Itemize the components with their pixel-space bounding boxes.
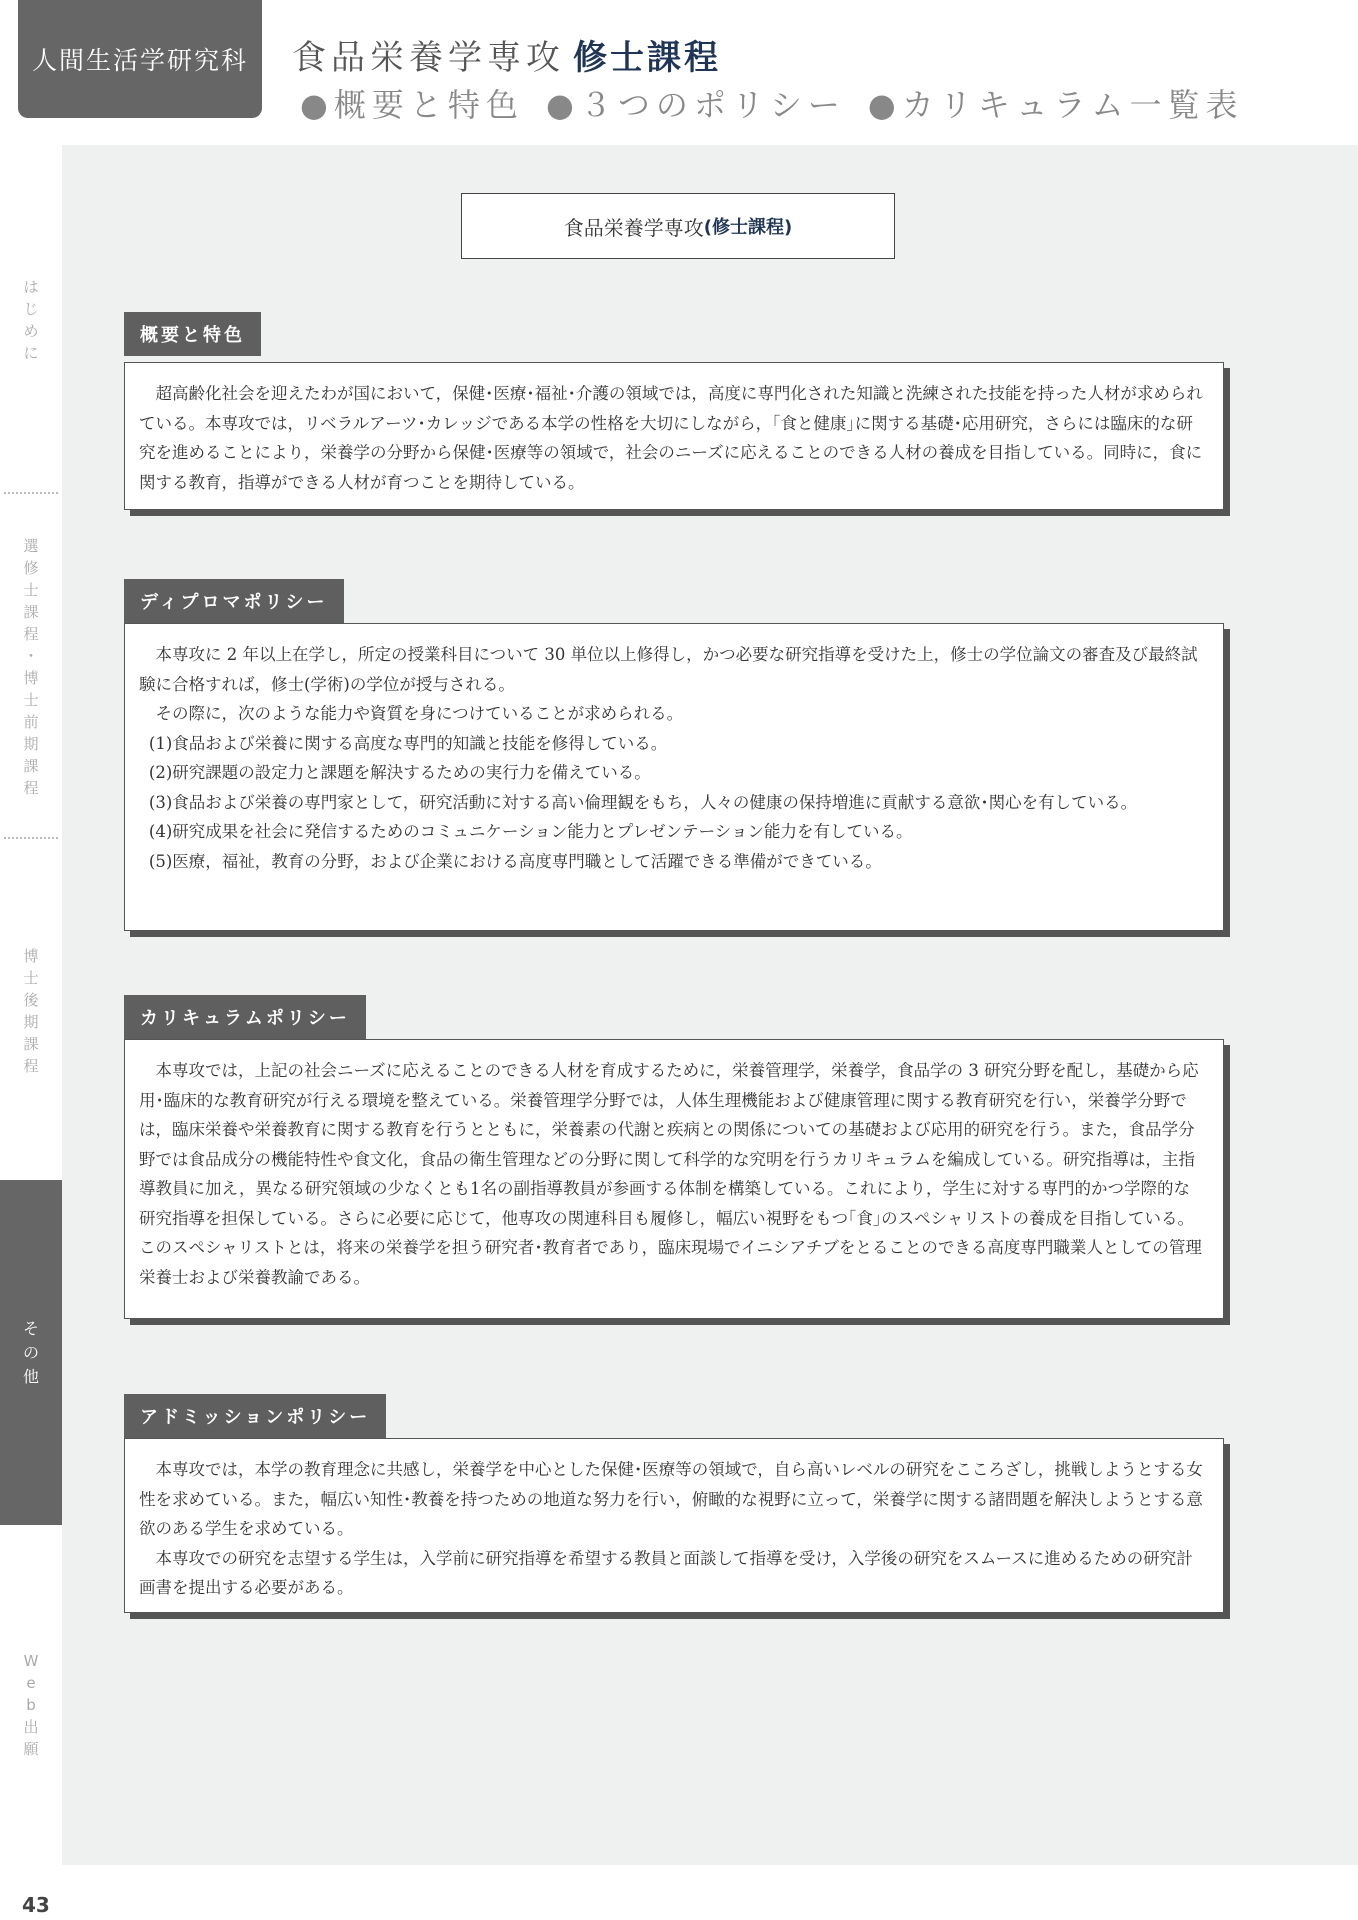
section-label-curriculum-policy: カリキュラムポリシー: [124, 995, 366, 1039]
program-title: 食品栄養学専攻: [563, 215, 704, 240]
program-title-box: [461, 193, 895, 259]
nav-overview[interactable]: ●概要と特色: [300, 86, 524, 124]
sidebar-item-web-application[interactable]: W e b 出 願: [23, 1652, 39, 1758]
section-label-admission-policy: アドミッションポリシー: [124, 1394, 386, 1438]
list-item: (5)医療，福祉，教育の分野，および企業における高度専門職として活躍できる準備ができている。: [148, 851, 882, 871]
page-number: 43: [22, 1893, 50, 1917]
sidebar-divider: [4, 492, 58, 494]
sidebar-divider: [4, 837, 58, 839]
section-label-diploma-policy: ディプロマポリシー: [124, 579, 344, 623]
list-item: (2)研究課題の設定力と課題を解決するための実行力を備えている。: [148, 763, 651, 782]
paragraph: 本専攻に 2 年以上在学し，所定の授業科目について 30 単位以上修得し，かつ必要な研究指導を受けた上，修士の学位論文の審査及び最終試験に合格すれば，修士(学術)の学位が授与される。: [139, 645, 1198, 694]
section-nav: [300, 80, 1265, 126]
nav-three-policies[interactable]: ●３つのポリシー: [545, 86, 846, 124]
sidebar-item-master-course[interactable]: 選 修 士 課 程 ・ 博 士 前 期 課 程: [23, 537, 39, 797]
section-box-overview: [124, 362, 1224, 510]
paragraph: 本専攻では，上記の社会ニーズに応えることのできる人材を育成するために，栄養管理学，栄養学，食品学の 3 研究分野を配し，基礎から応用･臨床的な教育研究が行える環境を整えている。栄養管理学分野では，人体生理機能および健康管理に関する教育研究を行い，栄養学分野では，臨床栄養や栄養教育に関する教育を行うとともに，栄養素の代謝と疾病との関係についての基礎および応用的研究を行う。また，食品学分野では食品成分の機能特性や食文化，食品の衛生管理などの分野に関して科学的な究明を行うカリキュラムを編成している。研究指導は，主指導教員に加え，異なる研究領域の少なくとも1名の副指導教員が参画する体制を構築している。これにより，学生に対する専門的かつ学際的な研究指導を担保している。さらに必要に応じて，他専攻の関連科目も履修し，幅広い視野をもつ｢食｣のスペシャリストの養成を目指している。このスペシャリストとは，将来の栄養学を担う研究者･教育者であり，臨床現場でイニシアチブをとることのできる高度専門職業人としての管理栄養士および栄養教諭である。: [139, 1061, 1202, 1287]
nav-curriculum-list[interactable]: ●カリキュラム一覧表: [867, 86, 1244, 124]
list-item: (1)食品および栄養に関する高度な専門的知識と技能を修得している。: [148, 733, 668, 753]
sidebar-item-other[interactable]: そ の 他: [0, 1180, 62, 1525]
paragraph: その際に，次のような能力や資質を身につけていることが求められる。: [155, 704, 684, 723]
program-degree: (修士課程): [703, 217, 793, 238]
page-title-main: 食品栄養学専攻: [292, 38, 565, 78]
department-tab: 人間生活学研究科: [18, 0, 262, 118]
paragraph: 超高齢化社会を迎えたわが国において，保健･医療･福祉･介護の領域では，高度に専門化された知識と洗練された技能を持った人材が求められている。本専攻では，リベラルアーツ･カレッジである本学の性格を大切にしながら，｢食と健康｣に関する基礎･応用研究，さらには臨床的な研究を進めることにより，栄養学の分野から保健･医療等の領域で，社会のニーズに応えることのできる人材の養成を目指している。同時に，食に関する教育，指導ができる人材が育つことを期待している。: [139, 384, 1203, 492]
sidebar-item-doctoral-course[interactable]: 博 士 後 期 課 程: [23, 947, 39, 1075]
page-title-degree: 修士課程: [573, 38, 721, 78]
list-item: (4)研究成果を社会に発信するためのコミュニケーション能力とプレゼンテーション能力を有している。: [148, 822, 913, 841]
page-title: [292, 30, 721, 79]
paragraph: 本専攻では，本学の教育理念に共感し，栄養学を中心とした保健･医療等の領域で，自ら高いレベルの研究をこころざし，挑戦しようとする女性を求めている。また，幅広い知性･教養を持つための地道な努力を行い，俯瞰的な視野に立って，栄養学に関する諸問題を解決しようとする意欲のある学生を求めている。: [139, 1460, 1203, 1538]
section-box-admission-policy: [124, 1438, 1224, 1613]
section-box-curriculum-policy: [124, 1039, 1224, 1319]
paragraph: 本専攻での研究を志望する学生は，入学前に研究指導を希望する教員と面談して指導を受け，入学後の研究をスムースに進めるための研究計画書を提出する必要がある。: [139, 1548, 1193, 1597]
list-item: (3)食品および栄養の専門家として，研究活動に対する高い倫理観をもち，人々の健康の保持増進に貢献する意欲･関心を有している。: [148, 792, 1138, 812]
sidebar-item-intro[interactable]: は じ め に: [23, 278, 39, 362]
section-label-overview: 概要と特色: [124, 312, 261, 356]
section-box-diploma-policy: [124, 623, 1224, 931]
